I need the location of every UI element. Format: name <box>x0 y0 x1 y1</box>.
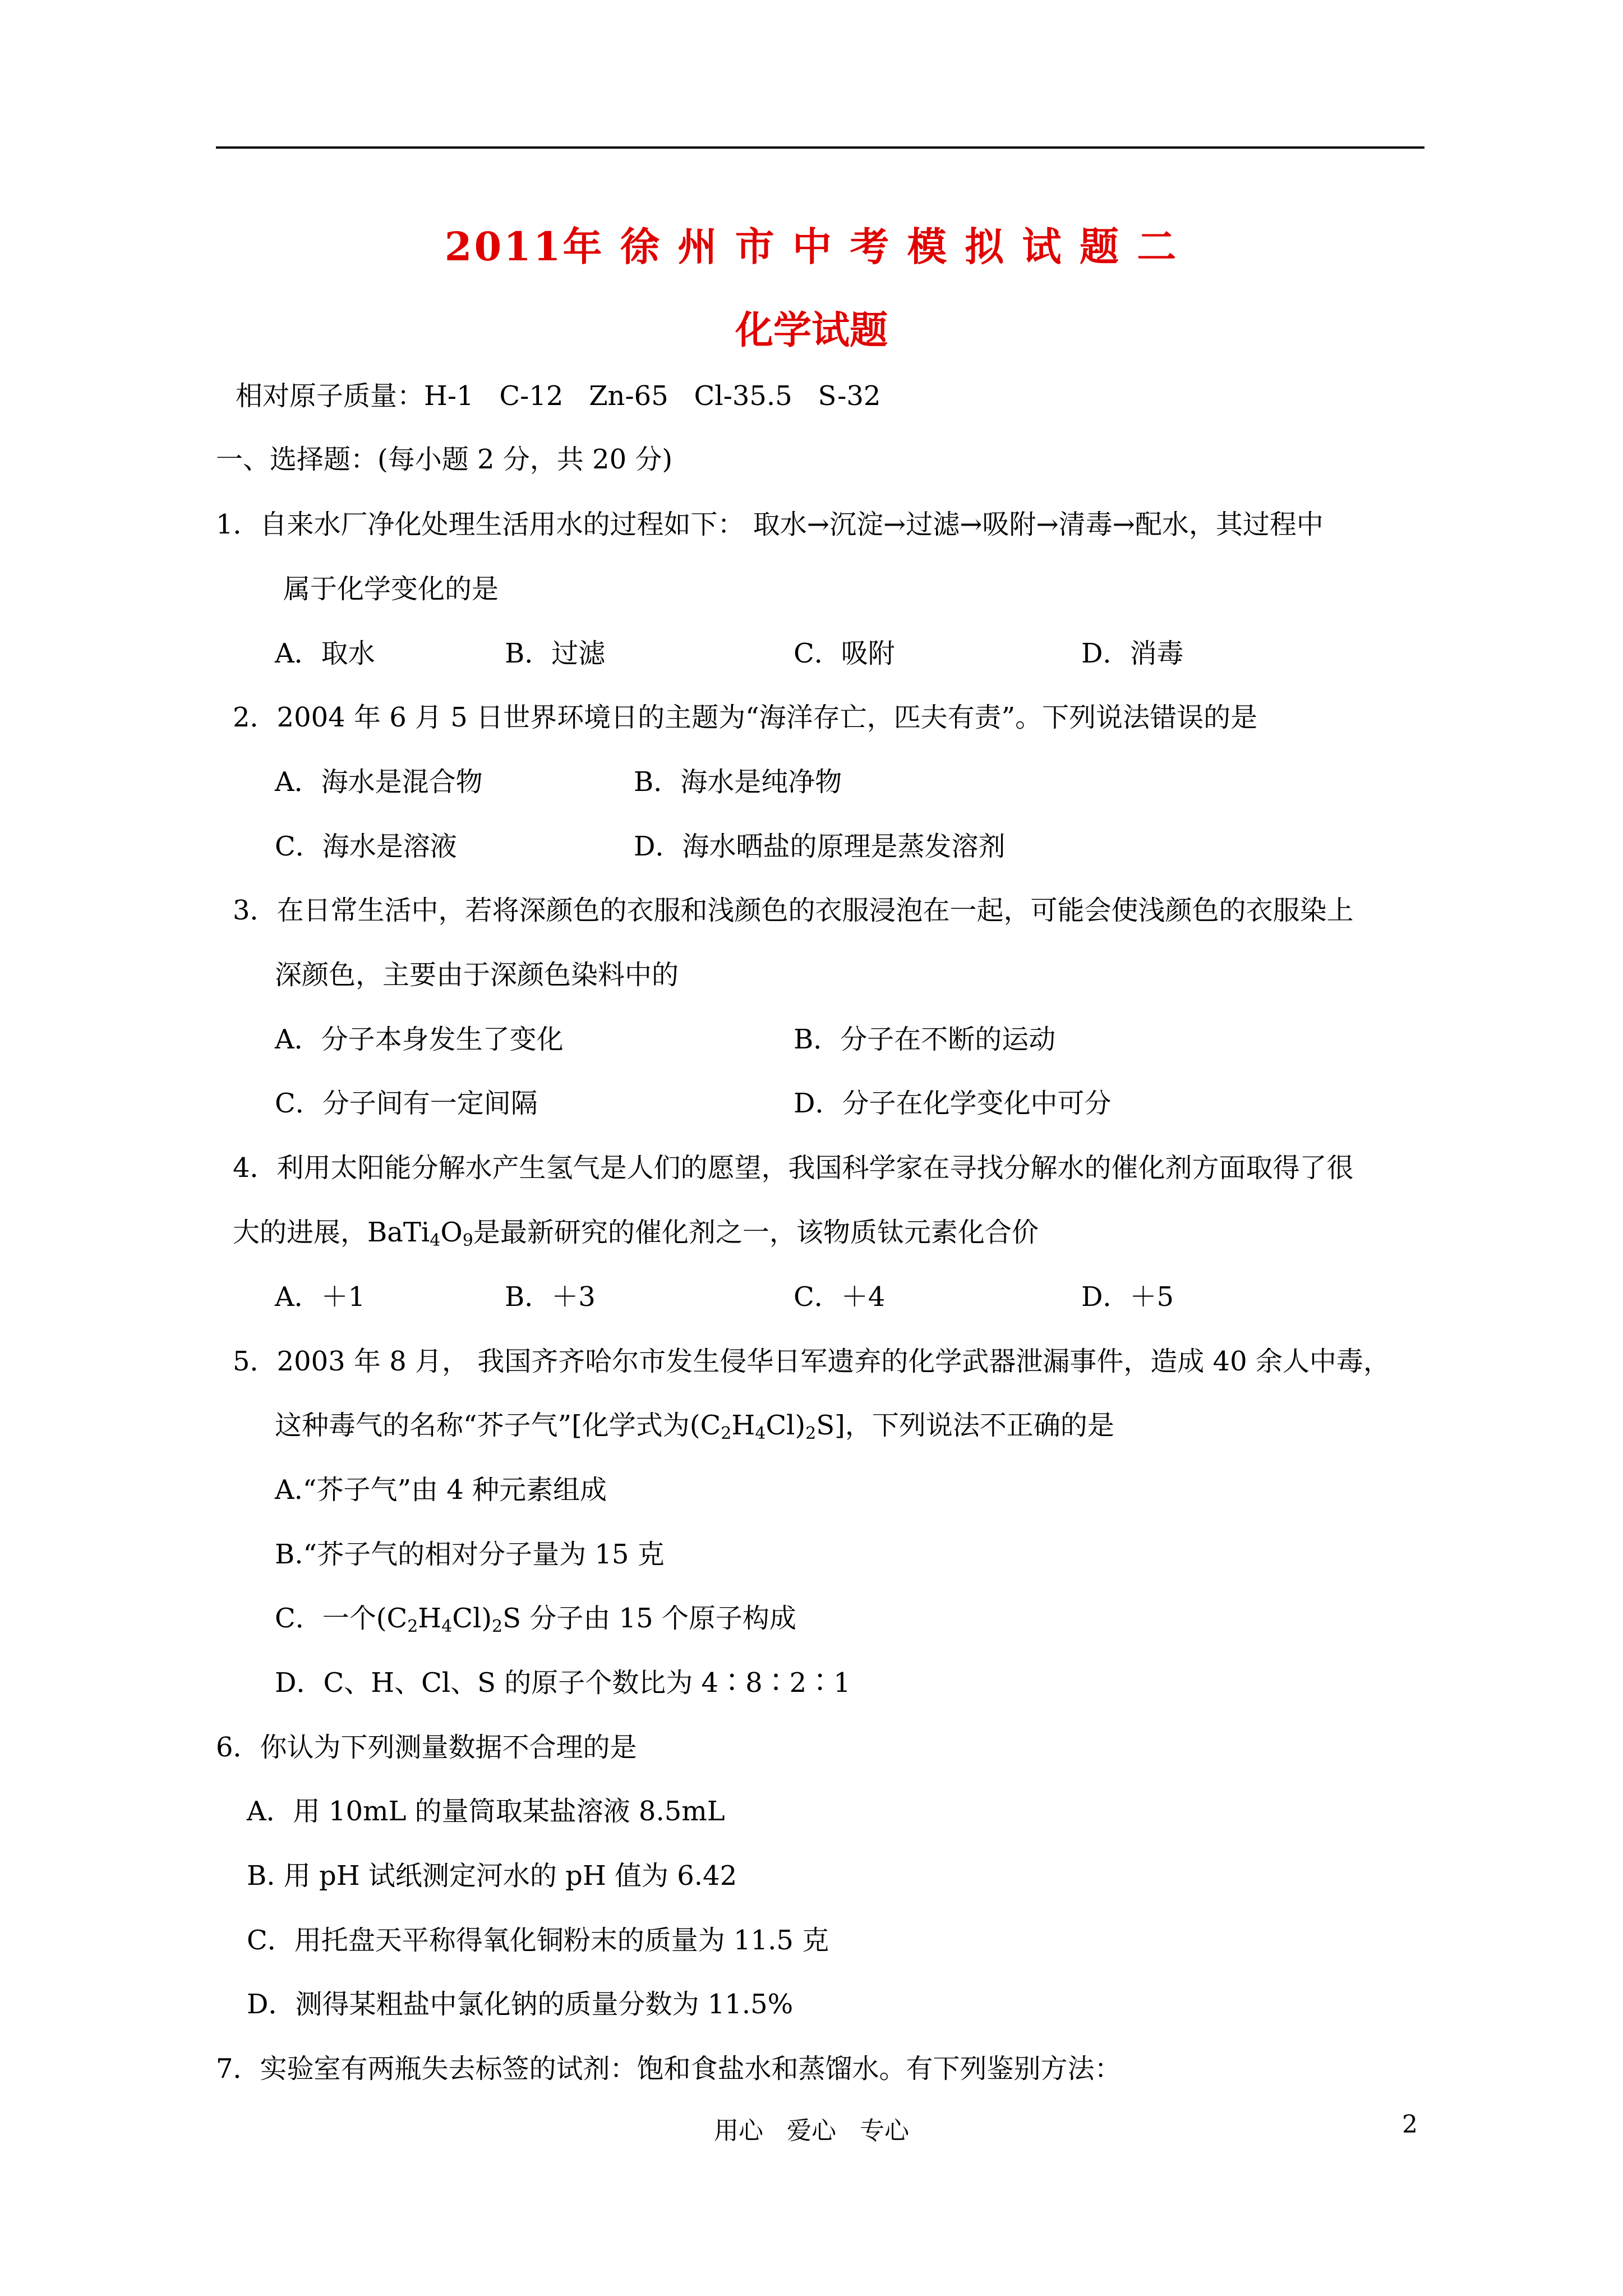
q6-option-d: D．测得某粗盐中氯化钠的质量分数为 11.5% <box>247 1989 794 2020</box>
q6-stem-line1: 6．你认为下列测量数据不合理的是 <box>216 1732 637 1763</box>
q4-option-d: D．＋5 <box>1081 1281 1174 1313</box>
q3-option-a: A．分子本身发生了变化 <box>275 1024 564 1055</box>
q4-stem-line1: 4．利用太阳能分解水产生氢气是人们的愿望，我国科学家在寻找分解水的催化剂方面取得了很 <box>233 1152 1354 1184</box>
exam-subtitle: 化学试题 <box>735 308 888 353</box>
atomic-masses: 相对原子质量：H-1 C-12 Zn-65 Cl-35.5 S-32 <box>236 380 881 412</box>
page-footer: 用心 爱心 专心 <box>714 2116 909 2145</box>
q2-option-b: B．海水是纯净物 <box>634 766 842 798</box>
q3-option-d: D．分子在化学变化中可分 <box>794 1088 1112 1119</box>
q5-stem-line1: 5．2003 年 8 月， 我国齐齐哈尔市发生侵华日军遗弃的化学武器泄漏事件，造成 40 余人中毒， <box>233 1346 1390 1377</box>
q4-option-a: A．＋1 <box>275 1281 366 1313</box>
q6-option-a: A．用 10mL 的量筒取某盐溶液 8.5mL <box>247 1796 725 1827</box>
q5-option-c: C．一个$(C_2H_4Cl)_2S$ 分子由 15 个原子构成 <box>275 1603 796 1636</box>
q6-option-c: C．用托盘天平称得氧化铜粉末的质量为 11.5 克 <box>247 1925 829 1956</box>
q1-option-d: D．消毒 <box>1081 638 1184 669</box>
q3-stem-line1: 3．在日常生活中，若将深颜色的衣服和浅颜色的衣服浸泡在一起，可能会使浅颜色的衣服染上 <box>233 895 1354 926</box>
q1-stem-line1: 1．自来水厂净化处理生活用水的过程如下： 取水→沉淀→过滤→吸附→清毒→配水，其过程中 <box>216 509 1324 540</box>
q2-stem-line1: 2．2004 年 6 月 5 日世界环境日的主题为“海洋存亡，匹夫有责”。下列说法错误的是 <box>233 702 1258 733</box>
q1-option-b: B．过滤 <box>505 638 606 669</box>
q7-stem-line1: 7．实验室有两瓶失去标签的试剂：饱和食盐水和蒸馏水。有下列鉴别方法： <box>216 2053 1122 2085</box>
q4-option-b: B．＋3 <box>505 1281 596 1313</box>
q5-option-d: D．C、H、Cl、S 的原子个数比为 4∶8∶2∶1 <box>275 1667 851 1699</box>
exam-title: 2011年 徐 州 市 中 考 模 拟 试 题 二 <box>444 223 1179 270</box>
q1-stem-line2: 属于化学变化的是 <box>283 573 499 605</box>
q2-option-d: D．海水晒盐的原理是蒸发溶剂 <box>634 831 1006 862</box>
q6-option-b: B. 用 pH 试纸测定河水的 pH 值为 6.42 <box>247 1860 737 1892</box>
header-rule <box>216 146 1424 149</box>
q1-option-c: C．吸附 <box>794 638 895 669</box>
q5-option-b: B.“芥子气的相对分子量为 15 克 <box>275 1539 665 1570</box>
q3-stem-line2: 深颜色，主要由于深颜色染料中的 <box>275 959 679 991</box>
q1-option-a: A．取水 <box>275 638 375 669</box>
q3-option-b: B．分子在不断的运动 <box>794 1024 1056 1055</box>
section-heading: 一、选择题：(每小题 2 分，共 20 分) <box>216 444 673 475</box>
page-number: 2 <box>1402 2110 1418 2139</box>
q2-option-c: C．海水是溶液 <box>275 831 457 862</box>
q5-stem-line2: 这种毒气的名称“芥子气”[化学式为$(C_2H_4Cl)_2S$]，下列说法不正确的是 <box>275 1410 1114 1443</box>
q2-option-a: A．海水是混合物 <box>275 766 483 798</box>
q5-option-a: A.“芥子气”由 4 种元素组成 <box>275 1474 607 1506</box>
q4-stem-line2: 大的进展，$BaTi_4O_9$是最新研究的催化剂之一，该物质钛元素化合价 <box>233 1217 1039 1250</box>
q4-option-c: C．＋4 <box>794 1281 886 1313</box>
q3-option-c: C．分子间有一定间隔 <box>275 1088 538 1119</box>
